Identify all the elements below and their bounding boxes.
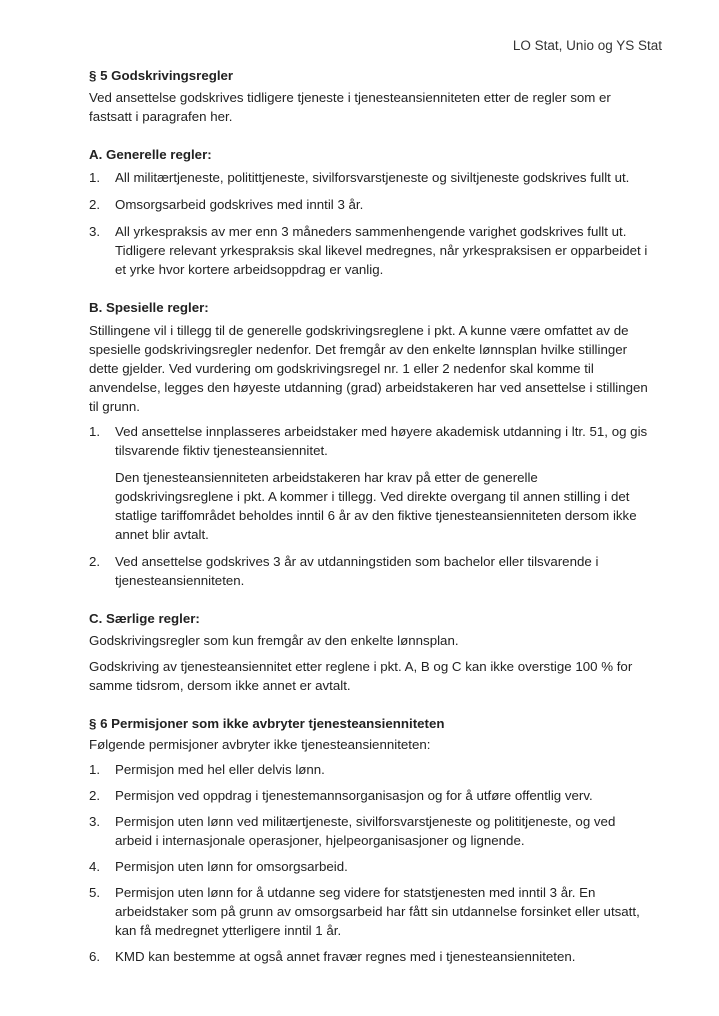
list-item [89, 760, 649, 779]
section-5-intro: Ved ansettelse godskrives tidligere tjeneste i tjenesteansienniteten etter de regler som er fastsatt i paragrafen her. [89, 90, 611, 124]
section-b-list [89, 422, 649, 590]
list-item-number: 2. [89, 197, 101, 212]
list-item [89, 857, 649, 876]
list-item-number: 2. [89, 788, 101, 803]
section-b-intro: Stillingene vil i tillegg til de generelle godskrivingsreglene i pkt. A kunne være omfattet av de spesielle godskrivingsregler nedenfor. Det fremgår av den enkelte lønnsplan hvilke stillinger dette gjelder. Ved vurdering om godskrivingsregel nr. 1 eller 2 nedenfor skal komme til anvendelse, legges den høyeste utdanning (grad) arbeidstakeren har ved ansettelse i stillingen til grunn. [89, 323, 648, 414]
section-c-paragraph-2: Godskriving av tjenesteansiennitet etter reglene i pkt. A, B og C kan ikke overstige 100 % for samme tidsrom, dersom ikke annet er avtalt. [89, 659, 633, 693]
list-item [89, 168, 649, 187]
list-item-number: 1. [89, 762, 101, 777]
list-item-number: 2. [89, 554, 101, 569]
section-6-intro: Følgende permisjoner avbryter ikke tjenesteansienniteten: [89, 737, 431, 752]
header-organizations: LO Stat, Unio og YS Stat [512, 38, 662, 53]
list-item-text: Omsorgsarbeid godskrives med inntil 3 år. [115, 197, 364, 212]
list-item-text: Ved ansettelse innplasseres arbeidstaker med høyere akademisk utdanning i ltr. 51, og gis tilsvarende fiktiv tjenesteansiennitet. [115, 424, 648, 458]
list-item-number: 5. [89, 885, 101, 900]
list-item-number: 4. [89, 859, 101, 874]
list-item-number: 6. [89, 949, 101, 964]
section-c-paragraph-1: Godskrivingsregler som kun fremgår av den enkelte lønnsplan. [89, 633, 459, 648]
list-item-text: Permisjon ved oppdrag i tjenestemannsorganisasjon og for å utføre offentlig verv. [115, 788, 593, 803]
list-item [89, 552, 649, 590]
list-item-number: 1. [89, 170, 101, 185]
list-item-text: All yrkespraksis av mer enn 3 måneders sammenhengende varighet godskrives fullt ut. Tidligere relevant yrkespraksis skal likevel medregnes, når yrkespraksisen er opparbeidet i et yrke hvor kortere arbeidsoppdrag er vanlig. [115, 224, 648, 277]
list-item-text: Ved ansettelse godskrives 3 år av utdanningstiden som bachelor eller tilsvarende i tjenesteansienniteten. [115, 554, 599, 588]
list-item-text: Permisjon uten lønn for å utdanne seg videre for statstjenesten med inntil 3 år. En arbeidstaker som på grunn av omsorgsarbeid har fått sin utdannelse forsinket eller utsatt, kan få medregnet ytterligere inntil 1 år. [115, 885, 640, 938]
list-item [89, 222, 649, 279]
section-a-list [89, 168, 649, 279]
list-item [89, 786, 649, 805]
list-item-number: 3. [89, 814, 101, 829]
list-item-text: All militærtjeneste, politittjeneste, sivilforsvarstjeneste og siviltjeneste godskrives fullt ut. [115, 170, 630, 185]
list-item [89, 195, 649, 214]
list-item-number: 1. [89, 424, 101, 439]
list-item [89, 947, 649, 966]
list-item-subparagraph: Den tjenesteansienniteten arbeidstakeren har krav på etter de generelle godskrivingsreglene i pkt. A kommer i tillegg. Ved direkte overgang til annen stilling i det statlige tariffområdet beholdes inntil 6 år av den fiktive tjenesteansienniteten dersom ikke annet blir avtalt. [115, 470, 637, 542]
list-item [89, 812, 649, 850]
section-5-title: § 5 Godskrivingsregler [89, 68, 234, 83]
section-6-list [89, 760, 649, 966]
list-item [89, 422, 649, 544]
list-item-number: 3. [89, 224, 101, 239]
list-item-text: Permisjon med hel eller delvis lønn. [115, 762, 325, 777]
list-item [89, 883, 649, 940]
list-item-text: KMD kan bestemme at også annet fravær regnes med i tjenesteansienniteten. [115, 949, 576, 964]
section-6-title: § 6 Permisjoner som ikke avbryter tjenesteansienniteten [89, 716, 445, 731]
document-body [89, 66, 649, 966]
section-b-title: B. Spesielle regler: [89, 300, 209, 315]
list-item-text: Permisjon uten lønn for omsorgsarbeid. [115, 859, 348, 874]
list-item-text: Permisjon uten lønn ved militærtjeneste, sivilforsvarstjeneste og polititjeneste, og ved arbeid i internasjonale operasjoner, hjelpeorganisasjoner og lignende. [115, 814, 616, 848]
section-a-title: A. Generelle regler: [89, 147, 212, 162]
section-c-title: C. Særlige regler: [89, 611, 200, 626]
